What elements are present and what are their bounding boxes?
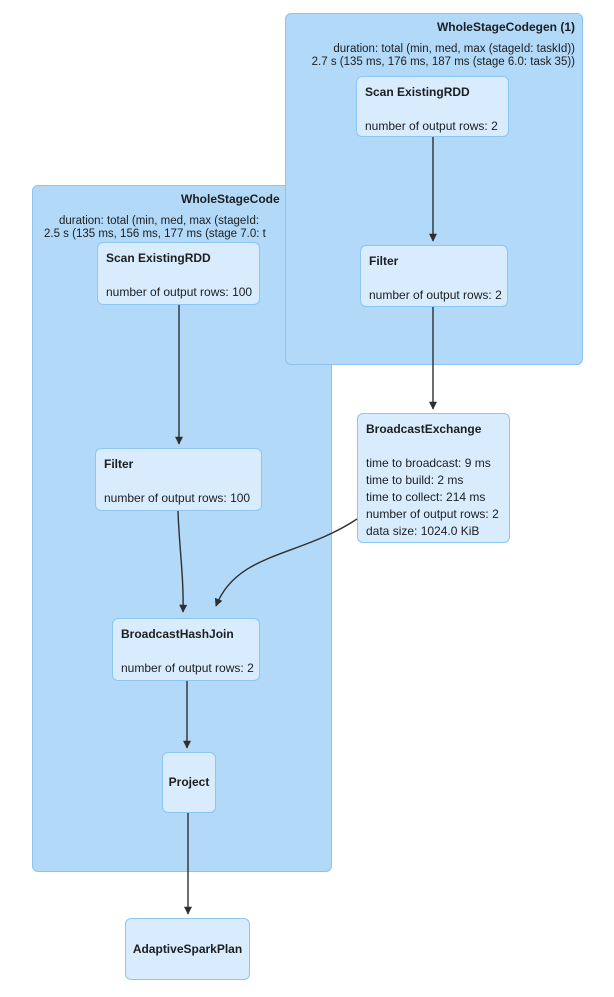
node-title: Filter <box>104 457 134 471</box>
node-title: Scan ExistingRDD <box>365 85 470 99</box>
node-title: Project <box>168 775 210 789</box>
node-filter-2 <box>95 448 262 511</box>
node-metric: data size: 1024.0 KiB <box>366 524 480 538</box>
node-metric: time to build: 2 ms <box>366 473 464 487</box>
node-metric: number of output rows: 100 <box>104 491 251 505</box>
cluster-wholestagecodegen-1 <box>285 13 583 365</box>
node-title: Filter <box>369 254 399 268</box>
node-metric: number of output rows: 2 <box>366 507 499 521</box>
cluster-title: WholeStageCodegen (1) <box>436 20 575 34</box>
cluster-duration-value: 2.5 s (135 ms, 156 ms, 177 ms (stage 7.0: t <box>44 228 266 240</box>
node-title: Scan ExistingRDD <box>106 251 211 265</box>
cluster-title: WholeStageCode <box>181 192 280 206</box>
node-metric: time to collect: 214 ms <box>366 490 486 504</box>
node-broadcast-hash-join <box>112 618 260 681</box>
node-metric: number of output rows: 2 <box>365 119 498 133</box>
node-project <box>162 752 216 813</box>
cluster-duration-header: duration: total (min, med, max (stageId: taskId)) <box>333 43 575 55</box>
node-metric: number of output rows: 2 <box>121 661 254 675</box>
node-metric: time to broadcast: 9 ms <box>366 456 491 470</box>
node-title: BroadcastExchange <box>366 422 482 436</box>
cluster-duration-value: 2.7 s (135 ms, 176 ms, 187 ms (stage 6.0: task 35)) <box>311 56 575 68</box>
node-scan-existingrdd-2 <box>97 242 260 305</box>
node-title: BroadcastHashJoin <box>121 627 234 641</box>
node-metric: number of output rows: 2 <box>369 288 502 302</box>
node-scan-existingrdd-1 <box>356 76 509 137</box>
node-broadcast-exchange <box>357 413 510 543</box>
node-adaptive-spark-plan <box>125 918 250 980</box>
node-title: AdaptiveSparkPlan <box>132 941 243 956</box>
cluster-duration-header: duration: total (min, med, max (stageId: <box>59 215 260 227</box>
node-metric: number of output rows: 100 <box>106 285 253 299</box>
node-filter-1 <box>360 245 508 307</box>
